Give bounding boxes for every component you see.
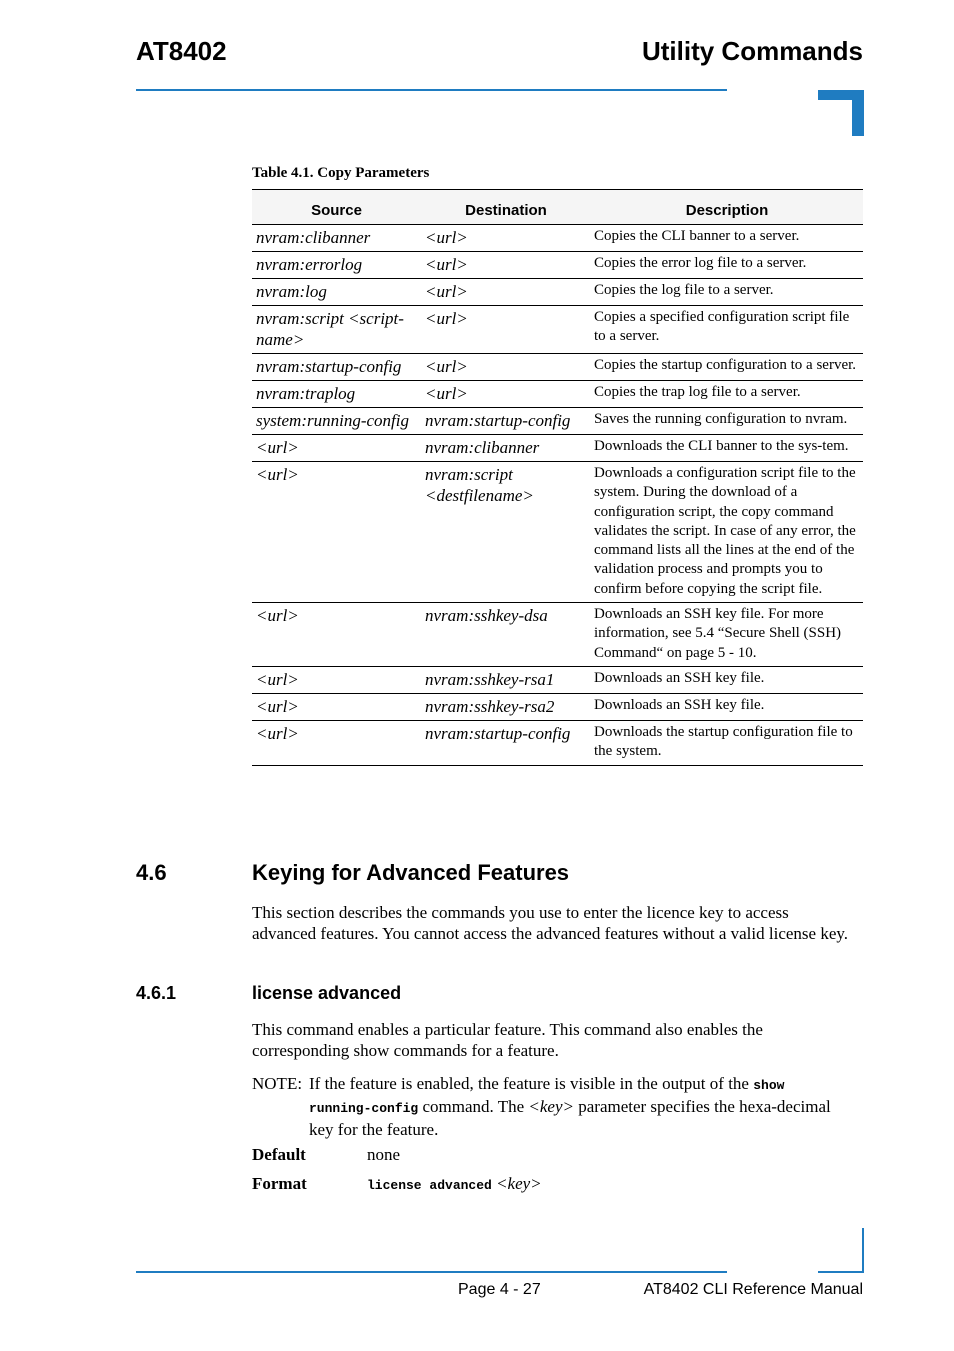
destination-cell: nvram:sshkey-rsa2 bbox=[421, 693, 591, 720]
footer-rule bbox=[136, 1271, 727, 1273]
footer-page-number: Page 4 - 27 bbox=[458, 1281, 541, 1298]
description-cell: Copies the startup configuration to a server. bbox=[591, 354, 863, 381]
copy-parameters-table bbox=[252, 189, 863, 766]
section-intro: This section describes the commands you use to enter the licence key to access advanced features. You cannot access the advanced features without a valid license key. bbox=[252, 903, 849, 943]
source-cell: nvram:startup-config bbox=[252, 354, 421, 381]
format-value bbox=[367, 1174, 542, 1194]
default-value: none bbox=[367, 1145, 401, 1164]
source-cell: <url> bbox=[252, 462, 421, 603]
table-row bbox=[252, 435, 863, 462]
destination-cell: <url> bbox=[421, 279, 591, 306]
destination-cell: <url> bbox=[421, 252, 591, 279]
subsection-body: This command enables a particular feature. This command also enables the corresponding show commands for a feature. bbox=[252, 1020, 763, 1060]
description-cell: Copies the log file to a server. bbox=[591, 279, 863, 306]
header-rule bbox=[136, 89, 727, 91]
note-command: show running-config bbox=[309, 1078, 785, 1116]
note-key-param: <key> bbox=[528, 1097, 574, 1116]
description-cell: Downloads an SSH key file. bbox=[591, 666, 863, 693]
table-row bbox=[252, 354, 863, 381]
destination-cell: <url> bbox=[421, 381, 591, 408]
destination-cell: nvram:startup-config bbox=[421, 720, 591, 765]
destination-cell: <url> bbox=[421, 306, 591, 354]
note-body bbox=[309, 1073, 854, 1140]
description-cell: Downloads an SSH key file. For more information, see 5.4 “Secure Shell (SSH) Command“ on page 5 - 10. bbox=[591, 603, 863, 667]
header-chapter: Utility Commands bbox=[641, 36, 863, 66]
table-row bbox=[252, 720, 863, 765]
section-title: Keying for Advanced Features bbox=[252, 860, 570, 885]
description-cell: Copies the error log file to a server. bbox=[591, 252, 863, 279]
description-cell: Downloads the CLI banner to the sys-tem. bbox=[591, 435, 863, 462]
note-text-post: parameter specifies the hexa-decimal key for the feature. bbox=[309, 1097, 831, 1139]
description-cell: Downloads the startup configuration file to the system. bbox=[591, 720, 863, 765]
section-number: 4.6 bbox=[136, 860, 167, 885]
table-row bbox=[252, 252, 863, 279]
source-cell: nvram:script <script-name> bbox=[252, 306, 421, 354]
subsection-number: 4.6.1 bbox=[136, 983, 177, 1003]
format-label: Format bbox=[252, 1174, 307, 1193]
format-command: license advanced bbox=[367, 1178, 492, 1193]
note-label: NOTE: bbox=[252, 1074, 303, 1093]
source-cell: <url> bbox=[252, 666, 421, 693]
table-caption: Table 4.1. Copy Parameters bbox=[252, 165, 430, 181]
destination-cell: nvram:sshkey-rsa1 bbox=[421, 666, 591, 693]
source-cell: system:running-config bbox=[252, 408, 421, 435]
header-corner-mark bbox=[818, 90, 864, 136]
column-header-destination: Destination bbox=[421, 190, 591, 225]
destination-cell: nvram:startup-config bbox=[421, 408, 591, 435]
header-product: AT8402 bbox=[136, 36, 227, 66]
source-cell: <url> bbox=[252, 435, 421, 462]
note-text-pre: If the feature is enabled, the feature is visible in the output of the bbox=[309, 1074, 749, 1093]
source-cell: <url> bbox=[252, 603, 421, 667]
destination-cell: nvram:sshkey-dsa bbox=[421, 603, 591, 667]
footer-corner-mark bbox=[818, 1228, 864, 1273]
table-header-row bbox=[252, 190, 863, 225]
source-cell: nvram:errorlog bbox=[252, 252, 421, 279]
destination-cell: <url> bbox=[421, 354, 591, 381]
source-cell: <url> bbox=[252, 693, 421, 720]
column-header-description: Description bbox=[591, 190, 863, 225]
destination-cell: nvram:clibanner bbox=[421, 435, 591, 462]
default-label: Default bbox=[252, 1145, 306, 1164]
note-text-mid: command. The bbox=[422, 1097, 525, 1116]
source-cell: nvram:traplog bbox=[252, 381, 421, 408]
description-cell: Downloads a configuration script file to the system. During the download of a configuration script, the copy command validates the script. In case of any error, the command lists all the lines at the end of the validation process and prompts you to confirm before copying the script file. bbox=[591, 462, 863, 603]
description-cell: Saves the running configuration to nvram. bbox=[591, 408, 863, 435]
description-cell: Copies the trap log file to a server. bbox=[591, 381, 863, 408]
table-row bbox=[252, 225, 863, 252]
destination-cell: nvram:script <destfilename> bbox=[421, 462, 591, 603]
column-header-source: Source bbox=[252, 190, 421, 225]
description-cell: Downloads an SSH key file. bbox=[591, 693, 863, 720]
table-row bbox=[252, 462, 863, 603]
table-row bbox=[252, 381, 863, 408]
table-row bbox=[252, 306, 863, 354]
source-cell: nvram:log bbox=[252, 279, 421, 306]
table-row bbox=[252, 666, 863, 693]
table-row bbox=[252, 408, 863, 435]
description-cell: Copies the CLI banner to a server. bbox=[591, 225, 863, 252]
format-key-param: <key> bbox=[496, 1174, 542, 1193]
destination-cell: <url> bbox=[421, 225, 591, 252]
source-cell: nvram:clibanner bbox=[252, 225, 421, 252]
table-row bbox=[252, 603, 863, 667]
subsection-title: license advanced bbox=[252, 983, 402, 1003]
source-cell: <url> bbox=[252, 720, 421, 765]
table-row bbox=[252, 279, 863, 306]
footer-manual-title: AT8402 CLI Reference Manual bbox=[643, 1281, 863, 1298]
table-row bbox=[252, 693, 863, 720]
description-cell: Copies a specified configuration script file to a server. bbox=[591, 306, 863, 354]
